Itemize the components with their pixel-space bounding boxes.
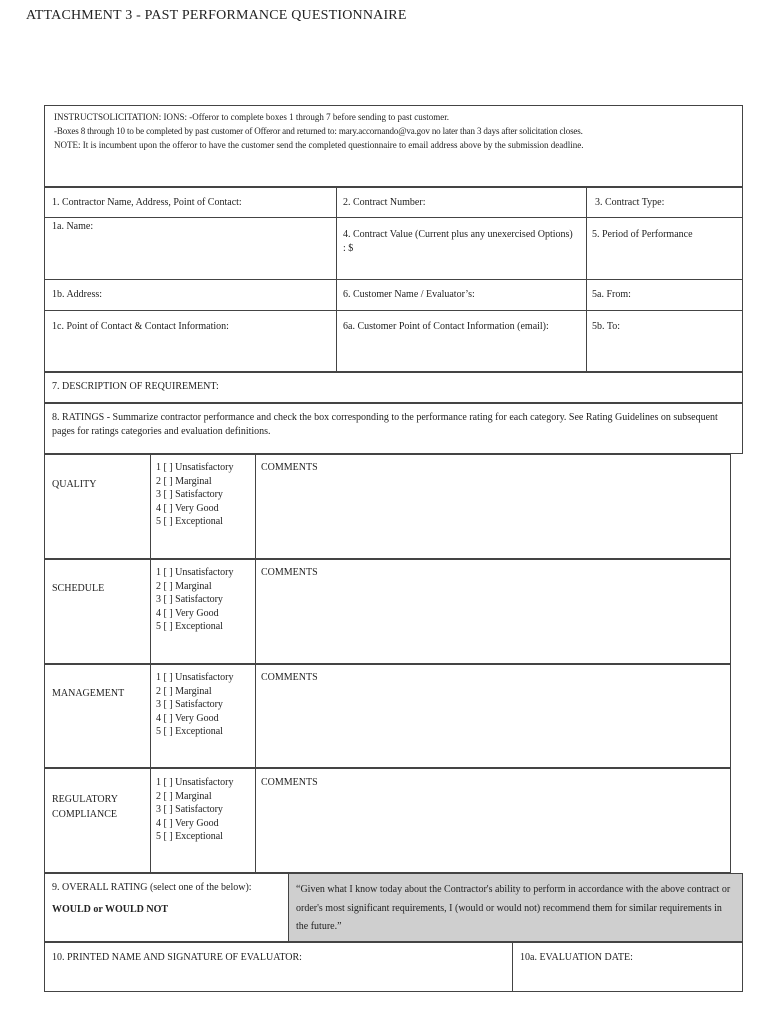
grid-line xyxy=(512,942,513,992)
rating-option[interactable]: 3 [ ] Satisfactory xyxy=(156,699,223,710)
customer-name-label: 6. Customer Name / Evaluator’s: xyxy=(343,289,475,300)
management-options[interactable] xyxy=(156,671,233,739)
schedule-comments[interactable]: COMMENTS xyxy=(261,567,318,578)
grid-line xyxy=(44,310,743,311)
customer-poc-label: 6a. Customer Point of Contact Information (email): xyxy=(343,321,549,332)
rating-option[interactable]: 2 [ ] Marginal xyxy=(156,790,212,802)
overall-statement-box xyxy=(288,873,743,942)
regulatory-options[interactable] xyxy=(156,776,233,844)
contractor-label: 1. Contractor Name, Address, Point of Contact: xyxy=(52,197,242,208)
description-label: 7. DESCRIPTION OF REQUIREMENT: xyxy=(52,381,219,392)
rating-option[interactable]: 3 [ ] Satisfactory xyxy=(156,804,223,815)
category-regulatory-compliance: REGULATORY COMPLIANCE xyxy=(52,794,118,820)
period-label: 5. Period of Performance xyxy=(592,229,693,240)
quality-comments[interactable]: COMMENTS xyxy=(261,462,318,473)
overall-label: 9. OVERALL RATING (select one of the below): xyxy=(52,882,252,893)
poc-label: 1c. Point of Contact & Contact Information: xyxy=(52,321,229,332)
grid-line xyxy=(586,187,587,372)
rating-option[interactable]: 1 [ ] Unsatisfactory xyxy=(156,462,234,473)
contract-number-label: 2. Contract Number: xyxy=(343,197,426,208)
rating-option[interactable]: 1 [ ] Unsatisfactory xyxy=(156,567,234,578)
from-label: 5a. From: xyxy=(592,289,631,300)
category-management: MANAGEMENT xyxy=(52,688,125,699)
rating-option[interactable]: 5 [ ] Exceptional xyxy=(156,726,223,737)
rating-option[interactable]: 2 [ ] Marginal xyxy=(156,475,212,487)
grid-line xyxy=(44,279,743,280)
ratings-intro-box xyxy=(44,403,743,454)
address-label: 1b. Address: xyxy=(52,289,102,300)
overall-choice[interactable]: WOULD or WOULD NOT xyxy=(52,904,169,915)
overall-statement: “Given what I know today about the Contractor's ability to perform in accordance with the above contract or order's most significant requirements, I (would or would not) recommend them for similar requirements in the future.” xyxy=(296,884,731,932)
instruction-line: NOTE: It is incumbent upon the offeror to have the customer send the completed questionnaire to email address above by the submission deadline. xyxy=(54,140,584,150)
grid-line xyxy=(255,454,256,873)
contract-value-label: 4. Contract Value (Current plus any unexercised Options) : $ xyxy=(343,229,573,254)
rating-option[interactable]: 2 [ ] Marginal xyxy=(156,685,212,697)
grid-line xyxy=(44,217,743,218)
page-title: ATTACHMENT 3 - PAST PERFORMANCE QUESTIONNAIRE xyxy=(26,8,407,23)
rating-row xyxy=(44,664,731,768)
rating-row xyxy=(44,768,731,873)
rating-option[interactable]: 4 [ ] Very Good xyxy=(156,502,219,514)
rating-option[interactable]: 5 [ ] Exceptional xyxy=(156,831,223,842)
description-box xyxy=(44,372,743,403)
regulatory-comments[interactable]: COMMENTS xyxy=(261,777,318,788)
signature-box xyxy=(44,942,743,992)
grid-line xyxy=(150,454,151,873)
rating-option[interactable]: 5 [ ] Exceptional xyxy=(156,621,223,632)
category-schedule: SCHEDULE xyxy=(52,583,105,594)
evaluation-date-label[interactable]: 10a. EVALUATION DATE: xyxy=(520,952,633,963)
rating-row xyxy=(44,559,731,664)
rating-option[interactable]: 5 [ ] Exceptional xyxy=(156,516,223,527)
instructions-box xyxy=(44,105,743,187)
grid-line xyxy=(336,187,337,372)
schedule-options[interactable] xyxy=(156,566,233,634)
quality-options[interactable] xyxy=(156,461,233,529)
instruction-line: -Boxes 8 through 10 to be completed by past customer of Offeror and returned to: mary.accornando@va.gov no later than 3 days after solicitation closes. xyxy=(54,126,583,136)
ratings-intro: 8. RATINGS - Summarize contractor performance and check the box corresponding to the performance rating for each category. See Rating Guidelines on subsequent pages for ratings categories and evaluation definitions. xyxy=(52,412,718,437)
rating-option[interactable]: 4 [ ] Very Good xyxy=(156,712,219,724)
rating-option[interactable]: 1 [ ] Unsatisfactory xyxy=(156,777,234,788)
category-quality: QUALITY xyxy=(52,479,97,490)
rating-option[interactable]: 4 [ ] Very Good xyxy=(156,817,219,829)
management-comments[interactable]: COMMENTS xyxy=(261,672,318,683)
rating-option[interactable]: 1 [ ] Unsatisfactory xyxy=(156,672,234,683)
to-label: 5b. To: xyxy=(592,321,621,332)
rating-row xyxy=(44,454,731,559)
instruction-line: INSTRUCTSOLICITATION: IONS: -Offeror to complete boxes 1 through 7 before sending to past customer. xyxy=(54,112,450,122)
rating-option[interactable]: 2 [ ] Marginal xyxy=(156,580,212,592)
rating-option[interactable]: 3 [ ] Satisfactory xyxy=(156,489,223,500)
rating-option[interactable]: 3 [ ] Satisfactory xyxy=(156,594,223,605)
rating-option[interactable]: 4 [ ] Very Good xyxy=(156,607,219,619)
name-label: 1a. Name: xyxy=(52,221,94,232)
contract-type-label: 3. Contract Type: xyxy=(595,197,665,208)
signature-label[interactable]: 10. PRINTED NAME AND SIGNATURE OF EVALUATOR: xyxy=(52,952,302,963)
